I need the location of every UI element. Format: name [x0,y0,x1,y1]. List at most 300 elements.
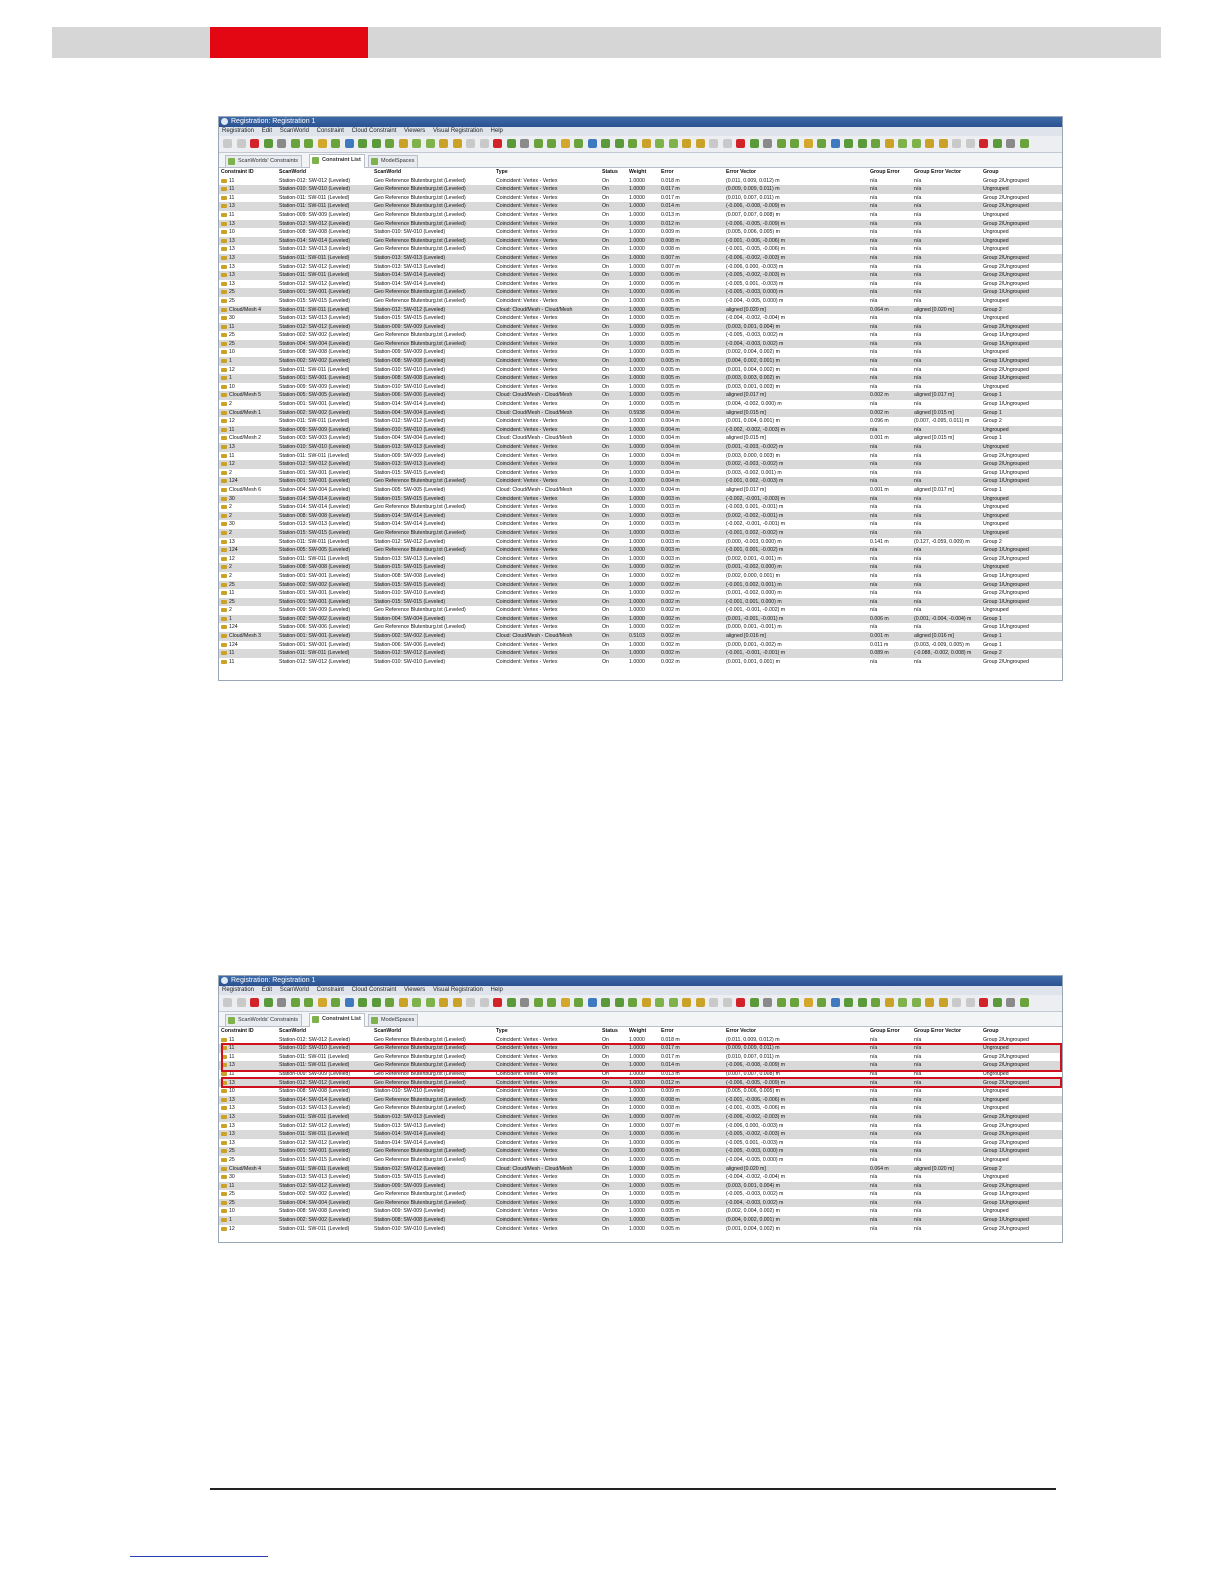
toolbar-button-icon[interactable] [804,139,813,148]
toolbar-button-icon[interactable] [858,998,867,1007]
cell-group [981,477,1063,486]
cell-text: 1.0000 [629,598,645,605]
toolbar-button-icon[interactable] [399,998,408,1007]
table-row[interactable] [219,228,1063,237]
table-row[interactable] [219,434,1063,443]
toolbar-button-icon[interactable] [574,139,583,148]
toolbar-button-icon[interactable] [493,998,502,1007]
toolbar-button-icon[interactable] [885,998,894,1007]
column-header-constraint-id[interactable]: Constraint ID [219,168,277,177]
toolbar-button-icon[interactable] [561,998,570,1007]
constraint-icon [221,187,227,191]
toolbar-button-icon[interactable] [696,139,705,148]
toolbar-button-icon[interactable] [912,139,921,148]
toolbar-button-icon[interactable] [588,998,597,1007]
table-row[interactable] [219,486,1063,495]
table-row[interactable] [219,185,1063,194]
table-row[interactable] [219,348,1063,357]
toolbar-button-icon[interactable] [466,998,475,1007]
toolbar-button-icon[interactable] [331,139,340,148]
menu-registration[interactable]: Registration [222,987,255,993]
cell-text: 25 [229,598,235,605]
toolbar-button-icon[interactable] [223,139,232,148]
table-row[interactable] [219,1156,1063,1165]
table-row[interactable] [219,1139,1063,1148]
constraint-icon [221,333,227,337]
menu-scanworld[interactable]: ScanWorld [279,128,309,134]
toolbar-button-icon[interactable] [750,139,759,148]
toolbar-button-icon[interactable] [358,139,367,148]
table-row[interactable] [219,409,1063,418]
table-row[interactable] [219,280,1063,289]
toolbar-button-icon[interactable] [655,139,664,148]
cell-text: Coincident: Vertex - Vertex [496,366,558,373]
menu-help[interactable]: Help [490,128,503,134]
table-row[interactable] [219,538,1063,547]
table-row[interactable] [219,391,1063,400]
cell-text: On [602,607,609,614]
table-row[interactable] [219,1087,1063,1096]
cell-group-error [868,641,912,650]
cell-text: 1.0000 [629,315,645,322]
table-row[interactable] [219,288,1063,297]
column-header-group-error[interactable]: Group Error [868,168,912,177]
toolbar-button-icon[interactable] [264,139,273,148]
toolbar-button-icon[interactable] [736,998,745,1007]
toolbar-button-icon[interactable] [790,998,799,1007]
toolbar-button-icon[interactable] [817,998,826,1007]
toolbar-button-icon[interactable] [588,139,597,148]
menu-registration[interactable]: Registration [222,128,255,134]
column-header-scanworld-b[interactable]: ScanWorld [372,168,494,177]
toolbar-button-icon[interactable] [1006,139,1015,148]
toolbar-button-icon[interactable] [628,139,637,148]
table-row[interactable] [219,331,1063,340]
toolbar-button-icon[interactable] [1020,139,1029,148]
toolbar-button-icon[interactable] [385,139,394,148]
toolbar-button-icon[interactable] [520,139,529,148]
cell-text: 13 [229,538,235,545]
cell-error [659,469,724,478]
toolbar-button-icon[interactable] [318,139,327,148]
toolbar-button-icon[interactable] [561,139,570,148]
toolbar-button-icon[interactable] [763,998,772,1007]
menu-constraint[interactable]: Constraint [316,987,344,993]
toolbar-button-icon[interactable] [264,998,273,1007]
toolbar-button-icon[interactable] [1006,998,1015,1007]
menu-visual-registration[interactable]: Visual Registration [432,987,483,993]
cell-text: n/a [870,1079,878,1086]
toolbar-button-icon[interactable] [628,998,637,1007]
menu-help[interactable]: Help [490,987,503,993]
cell-scanworld-b [372,1122,494,1131]
column-header-type[interactable]: Type [494,168,600,177]
toolbar-button-icon[interactable] [534,998,543,1007]
toolbar-button-icon[interactable] [291,998,300,1007]
cell-text: Station-009: SW-009 (Leveled) [279,1070,351,1077]
constraint-icon [221,557,227,561]
column-header-group-error-vector[interactable]: Group Error Vector [912,1027,981,1036]
cell-text: Station-008: SW-008 (Leveled) [279,1208,351,1215]
toolbar-button-icon[interactable] [304,998,313,1007]
toolbar-button-icon[interactable] [453,998,462,1007]
table-row[interactable] [219,202,1063,211]
table-row[interactable] [219,452,1063,461]
table-row[interactable] [219,220,1063,229]
table-row[interactable] [219,400,1063,409]
table-row[interactable] [219,529,1063,538]
toolbar-button-icon[interactable] [993,998,1002,1007]
cell-text: On [602,1036,609,1043]
cell-group-error [868,220,912,229]
toolbar-button-icon[interactable] [655,998,664,1007]
toolbar-button-icon[interactable] [736,139,745,148]
table-row[interactable] [219,211,1063,220]
cell-group [981,512,1063,521]
toolbar-button-icon[interactable] [507,139,516,148]
cell-text: n/a [870,1156,878,1163]
toolbar-button-icon[interactable] [574,998,583,1007]
toolbar-button-icon[interactable] [669,139,678,148]
column-header-error[interactable]: Error [659,168,724,177]
toolbar-button-icon[interactable] [372,139,381,148]
menu-viewers[interactable]: Viewers [404,987,426,993]
toolbar-button-icon[interactable] [763,139,772,148]
table-row[interactable] [219,426,1063,435]
menu-visual-registration[interactable]: Visual Registration [432,128,483,134]
toolbar-button-icon[interactable] [682,998,691,1007]
cell-group [981,202,1063,211]
table-row[interactable] [219,1147,1063,1156]
table-row[interactable] [219,1182,1063,1191]
table-row[interactable] [219,581,1063,590]
toolbar-button-icon[interactable] [979,998,988,1007]
toolbar-button-icon[interactable] [939,139,948,148]
toolbar-button-icon[interactable] [372,998,381,1007]
toolbar-button-icon[interactable] [304,139,313,148]
cell-error-vector [724,581,868,590]
toolbar-button-icon[interactable] [426,998,435,1007]
toolbar-button-icon[interactable] [925,998,934,1007]
toolbar-button-icon[interactable] [412,139,421,148]
table-row[interactable] [219,477,1063,486]
toolbar-button-icon[interactable] [777,998,786,1007]
cell-group [981,306,1063,315]
toolbar-button-icon[interactable] [952,139,961,148]
toolbar-button-icon[interactable] [844,139,853,148]
table-row[interactable] [219,306,1063,315]
toolbar-button-icon[interactable] [669,998,678,1007]
table-row[interactable] [219,563,1063,572]
toolbar-button-icon[interactable] [844,998,853,1007]
toolbar-button-icon[interactable] [412,998,421,1007]
toolbar-button-icon[interactable] [912,998,921,1007]
table-row[interactable] [219,572,1063,581]
table-row[interactable] [219,623,1063,632]
toolbar-button-icon[interactable] [507,998,516,1007]
column-header-scanworld-a[interactable]: ScanWorld [277,1027,372,1036]
cell-text: n/a [870,401,878,408]
toolbar-button-icon[interactable] [399,139,408,148]
cell-text: Coincident: Vertex - Vertex [496,1053,558,1060]
menu-edit[interactable]: Edit [261,128,273,134]
toolbar-button-icon[interactable] [979,139,988,148]
cell-text: n/a [914,1131,922,1138]
menu-cloud-constraint[interactable]: Cloud Constraint [351,987,397,993]
table-row[interactable] [219,237,1063,246]
toolbar-button-icon[interactable] [277,998,286,1007]
table-row[interactable] [219,649,1063,658]
toolbar-button-icon[interactable] [439,998,448,1007]
toolbar-button-icon[interactable] [345,998,354,1007]
table-row[interactable] [219,512,1063,521]
cell-text: n/a [870,323,878,330]
table-row[interactable] [219,1113,1063,1122]
column-header-error[interactable]: Error [659,1027,724,1036]
menu-constraint[interactable]: Constraint [316,128,344,134]
cell-type [494,348,600,357]
table-row[interactable] [219,1225,1063,1234]
table-row[interactable] [219,1096,1063,1105]
tab-modelspaces[interactable] [368,1014,418,1026]
tab-scanworlds-constraints[interactable] [225,1014,302,1026]
table-row[interactable] [219,177,1063,186]
cell-text: On [602,194,609,201]
table-row[interactable] [219,1122,1063,1131]
cell-text: Coincident: Vertex - Vertex [496,529,558,536]
cell-text: n/a [914,1062,922,1069]
toolbar-button-icon[interactable] [385,998,394,1007]
toolbar-button-icon[interactable] [709,998,718,1007]
tab-modelspaces[interactable] [368,155,418,167]
table-row[interactable] [219,383,1063,392]
column-header-group[interactable]: Group [981,1027,1063,1036]
toolbar-button-icon[interactable] [898,139,907,148]
toolbar-button-icon[interactable] [777,139,786,148]
cell-text: Station-012: SW-012 (Leveled) [279,1182,351,1189]
toolbar-button-icon[interactable] [871,998,880,1007]
cell-weight [627,194,659,203]
menu-edit[interactable]: Edit [261,987,273,993]
toolbar-button-icon[interactable] [250,998,259,1007]
toolbar-button-icon[interactable] [709,139,718,148]
menu-scanworld[interactable]: ScanWorld [279,987,309,993]
toolbar-button-icon[interactable] [223,998,232,1007]
table-row[interactable] [219,641,1063,650]
toolbar-button-icon[interactable] [723,139,732,148]
table-row[interactable] [219,615,1063,624]
cell-constraint-id [219,280,277,289]
cell-type [494,1173,600,1182]
toolbar-button-icon[interactable] [547,139,556,148]
tab-constraint-list[interactable] [309,154,365,168]
cell-status [600,623,627,632]
toolbar-button-icon[interactable] [939,998,948,1007]
cell-group [981,623,1063,632]
column-header-type[interactable]: Type [494,1027,600,1036]
cell-text: 13 [229,1122,235,1129]
column-header-scanworld-b[interactable]: ScanWorld [372,1027,494,1036]
table-row[interactable] [219,1130,1063,1139]
cell-constraint-id [219,649,277,658]
toolbar-button-icon[interactable] [237,139,246,148]
table-row[interactable] [219,1199,1063,1208]
menu-viewers[interactable]: Viewers [404,128,426,134]
cell-scanworld-a [277,297,372,306]
toolbar-button-icon[interactable] [804,998,813,1007]
cell-text: Coincident: Vertex - Vertex [496,650,558,657]
toolbar-button-icon[interactable] [318,998,327,1007]
toolbar-button-icon[interactable] [453,139,462,148]
table-row[interactable] [219,1173,1063,1182]
toolbar-button-icon[interactable] [601,139,610,148]
toolbar-button-icon[interactable] [993,139,1002,148]
column-header-error-vector[interactable]: Error Vector [724,1027,868,1036]
column-header-status[interactable]: Status [600,1027,627,1036]
toolbar-button-icon[interactable] [480,998,489,1007]
toolbar-button-icon[interactable] [723,998,732,1007]
toolbar-button-icon[interactable] [1020,998,1029,1007]
cell-text: On [602,1199,609,1206]
toolbar-button-icon[interactable] [601,998,610,1007]
toolbar-button-icon[interactable] [925,139,934,148]
toolbar-button-icon[interactable] [426,139,435,148]
table-row[interactable] [219,1207,1063,1216]
table-row[interactable] [219,520,1063,529]
table-row[interactable] [219,658,1063,667]
toolbar-button-icon[interactable] [534,139,543,148]
table-row[interactable] [219,460,1063,469]
table-row[interactable] [219,297,1063,306]
column-header-scanworld-a[interactable]: ScanWorld [277,168,372,177]
toolbar-button-icon[interactable] [466,139,475,148]
toolbar-button-icon[interactable] [790,139,799,148]
table-row[interactable] [219,469,1063,478]
toolbar-button-icon[interactable] [439,139,448,148]
toolbar-button-icon[interactable] [642,998,651,1007]
toolbar-button-icon[interactable] [885,139,894,148]
table-row[interactable] [219,194,1063,203]
cell-status [600,529,627,538]
tab-constraint-list[interactable] [309,1013,365,1027]
toolbar-button-icon[interactable] [331,998,340,1007]
cell-text: 1.0000 [629,1105,645,1112]
toolbar-button-icon[interactable] [237,998,246,1007]
column-header-group[interactable]: Group [981,168,1063,177]
cell-error [659,512,724,521]
table-row[interactable] [219,495,1063,504]
table-row[interactable] [219,443,1063,452]
cell-text: Coincident: Vertex - Vertex [496,418,558,425]
table-row[interactable] [219,340,1063,349]
cell-text: (0.002, -0.003, -0.002) m [726,461,784,468]
cell-group-error-vector [912,297,981,306]
tab-scanworlds-constraints[interactable] [225,155,302,167]
column-header-group-error-vector[interactable]: Group Error Vector [912,168,981,177]
toolbar-button-icon[interactable] [642,139,651,148]
toolbar-button-icon[interactable] [615,998,624,1007]
toolbar-button-icon[interactable] [345,139,354,148]
menu-cloud-constraint[interactable]: Cloud Constraint [351,128,397,134]
column-header-constraint-id[interactable]: Constraint ID [219,1027,277,1036]
cell-group-error [868,538,912,547]
table-row[interactable] [219,546,1063,555]
column-header-status[interactable]: Status [600,168,627,177]
table-row[interactable] [219,632,1063,641]
footer-link[interactable] [130,1556,268,1557]
table-row[interactable] [219,598,1063,607]
table-row[interactable] [219,1104,1063,1113]
toolbar-button-icon[interactable] [898,998,907,1007]
table-row[interactable] [219,254,1063,263]
cell-scanworld-a [277,623,372,632]
table-row[interactable] [219,366,1063,375]
cell-text: 1.0000 [629,383,645,390]
table-row[interactable] [219,606,1063,615]
cell-scanworld-b [372,1216,494,1225]
table-row[interactable] [219,417,1063,426]
table-row[interactable] [219,314,1063,323]
cell-type [494,598,600,607]
table-row[interactable] [219,1190,1063,1199]
toolbar-button-icon[interactable] [696,998,705,1007]
table-row[interactable] [219,323,1063,332]
table-row[interactable] [219,357,1063,366]
table-row[interactable] [219,1165,1063,1174]
cell-group [981,1087,1063,1096]
toolbar-button-icon[interactable] [250,139,259,148]
toolbar-button-icon[interactable] [750,998,759,1007]
column-header-weight[interactable]: Weight [627,1027,659,1036]
toolbar-button-icon[interactable] [831,998,840,1007]
cell-status [600,314,627,323]
table-row[interactable] [219,271,1063,280]
cell-group-error-vector [912,1190,981,1199]
toolbar-button-icon[interactable] [817,139,826,148]
table-row[interactable] [219,589,1063,598]
column-header-error-vector[interactable]: Error Vector [724,168,868,177]
table-row[interactable] [219,503,1063,512]
toolbar-button-icon[interactable] [291,139,300,148]
toolbar-button-icon[interactable] [615,139,624,148]
toolbar-button-icon[interactable] [871,139,880,148]
toolbar-button-icon[interactable] [682,139,691,148]
cell-type [494,546,600,555]
cell-text: Station-008: SW-008 (Leveled) [279,349,351,356]
toolbar-button-icon[interactable] [520,998,529,1007]
toolbar-button-icon[interactable] [480,139,489,148]
table-row[interactable] [219,245,1063,254]
table-row[interactable] [219,263,1063,272]
toolbar-button-icon[interactable] [966,998,975,1007]
toolbar-button-icon[interactable] [966,139,975,148]
cell-text: Station-002: SW-002 (Leveled) [374,633,446,640]
toolbar-button-icon[interactable] [277,139,286,148]
table-row[interactable] [219,1216,1063,1225]
cell-error [659,331,724,340]
toolbar-button-icon[interactable] [952,998,961,1007]
toolbar-button-icon[interactable] [493,139,502,148]
toolbar-button-icon[interactable] [831,139,840,148]
toolbar-button-icon[interactable] [547,998,556,1007]
toolbar-button-icon[interactable] [858,139,867,148]
toolbar-button-icon[interactable] [358,998,367,1007]
column-header-group-error[interactable]: Group Error [868,1027,912,1036]
table-row[interactable] [219,555,1063,564]
column-header-weight[interactable]: Weight [627,168,659,177]
table-row[interactable] [219,374,1063,383]
cell-text: (-0.006, 0.000, -0.003) m [726,263,784,270]
